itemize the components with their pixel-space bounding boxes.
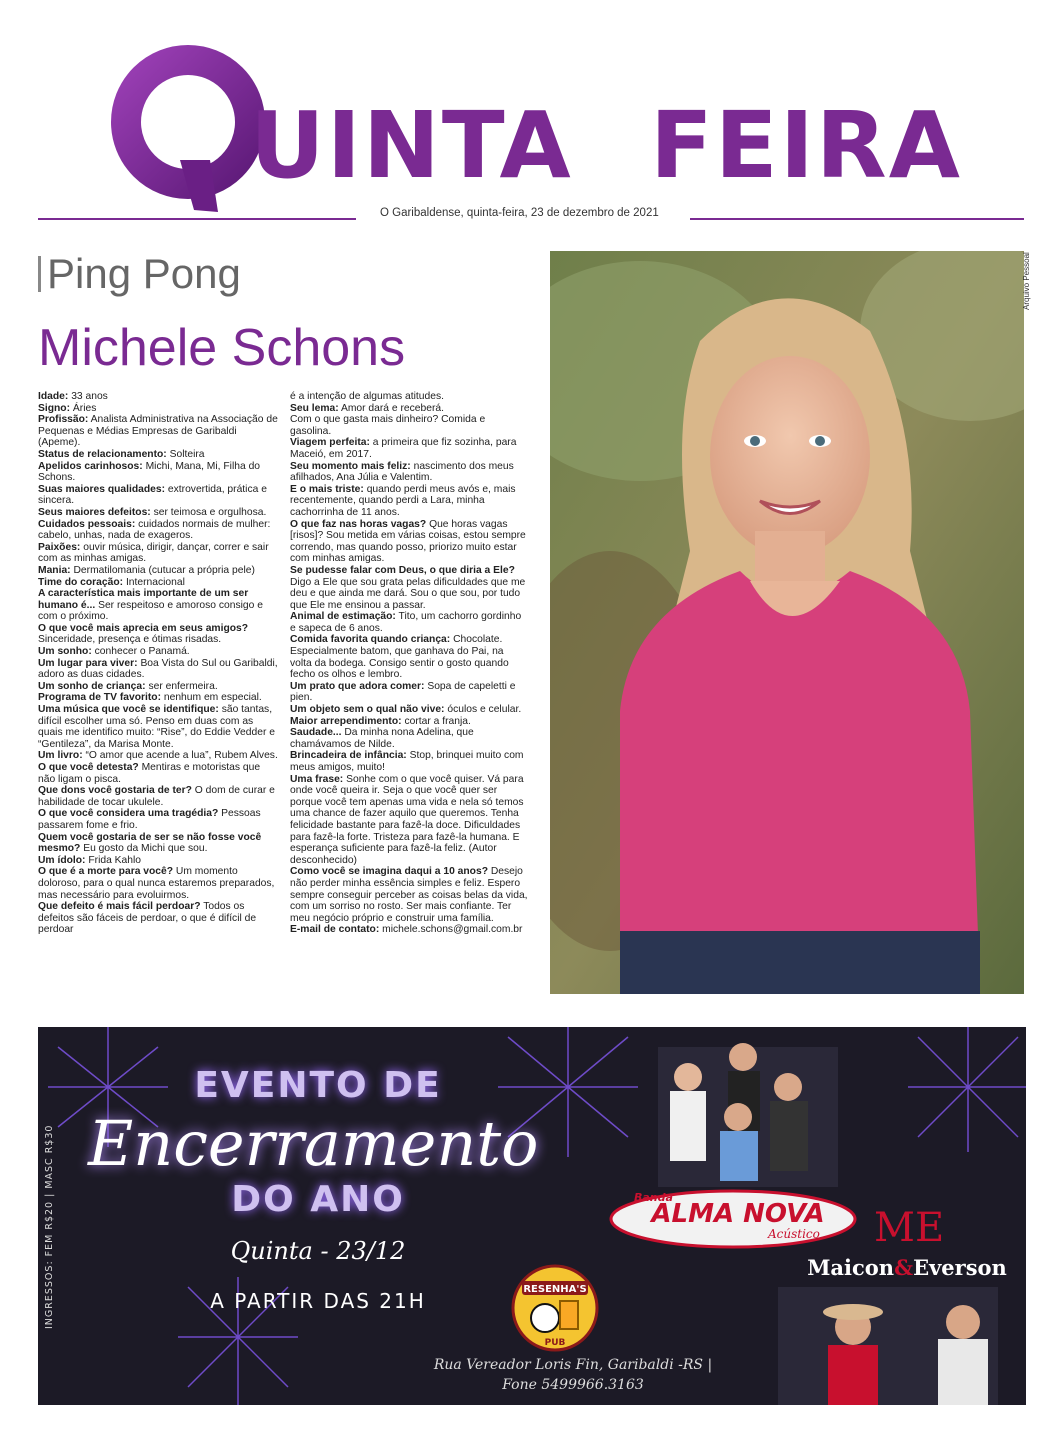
interview-answer	[38, 449, 278, 461]
interview-answer	[38, 565, 278, 577]
question-label: Uma frase:	[290, 773, 344, 785]
masthead-rule-right	[690, 218, 1024, 220]
interview-answer	[38, 577, 278, 589]
interview-answer	[290, 403, 528, 415]
answer-text: Mentiras e motoristas que não ligam o pisca.	[38, 762, 261, 785]
answer-text: cortar a franja.	[401, 715, 471, 727]
duo-amp: &	[894, 1255, 914, 1280]
interview-column-left	[38, 391, 278, 936]
masthead-title-part1: UINTA	[250, 92, 573, 199]
interview-answer	[38, 414, 278, 449]
answer-text: Tito, um cachorro gordinho e sapeca de 6 anos.	[290, 611, 522, 634]
answer-text: Internacional	[123, 576, 185, 588]
interview-answer	[38, 704, 278, 750]
answer-text: conhecer o Panamá.	[91, 646, 190, 658]
question-label: O que é a morte para você?	[38, 866, 174, 878]
interview-answer	[38, 832, 278, 855]
event-heading-script: Encerramento	[88, 1107, 539, 1180]
answer-text: ser teimosa e orgulhosa.	[150, 506, 267, 518]
interview-answer	[290, 716, 528, 728]
answer-text: Desejo não perder minha essência simples e feliz. Espero sempre conseguir perceber as coisas belas da vida, com um sorriso no rosto. Ser mais confiante. Ter meu negócio próprio e construir uma família.	[290, 866, 528, 924]
person-name: Michele Schons	[38, 319, 406, 377]
interview-answer	[290, 727, 528, 750]
interview-answer	[38, 391, 278, 403]
answer-text: Chocolate. Especialmente batom, que ganhava do Pai, na volta da bodega. Consigo sentir o gosto quando fecho os olhos e lembro.	[290, 634, 509, 681]
question-label: Apelidos carinhosos:	[38, 460, 143, 472]
interview-answer	[38, 785, 278, 808]
interview-answer	[290, 565, 528, 611]
question-label: Paixões:	[38, 541, 81, 553]
question-label: Seus maiores defeitos:	[38, 506, 151, 518]
interview-answer	[38, 507, 278, 519]
answer-text: são tantas, difícil escolher uma só. Penso em duas com as quais me identifico muito: “Rise”, do Eddie Vedder e “Gentileza”, da Marisa Monte.	[38, 704, 275, 750]
interview-column-right	[290, 391, 528, 936]
question-label: Um lugar para viver:	[38, 657, 138, 669]
question-label: Mania:	[38, 564, 71, 576]
interview-answer	[38, 519, 278, 542]
interview-answer	[38, 901, 278, 936]
portrait-photo	[550, 251, 1024, 994]
question-label: Que dons você gostaria de ter?	[38, 785, 192, 797]
question-label: O que você detesta?	[38, 762, 139, 773]
question-label: Maior arrependimento:	[290, 715, 402, 727]
address-line: Rua Vereador Loris Fin, Garibaldi -RS |	[433, 1357, 713, 1373]
event-time: A PARTIR DAS 21H	[210, 1289, 426, 1313]
answer-text: Eu gosto da Michi que sou.	[80, 843, 208, 855]
section-title	[38, 250, 241, 298]
question-label: Programa de TV favorito:	[38, 692, 162, 704]
interview-answer	[290, 866, 528, 924]
interview-answer	[290, 484, 528, 519]
interview-answer	[38, 692, 278, 704]
answer-text: “O amor que acende a lua”, Rubem Alves.	[82, 750, 278, 762]
answer-text: Áries	[70, 402, 97, 414]
interview-answer	[38, 484, 278, 507]
answer-text: Boa Vista do Sul ou Garibaldi, adoro as duas cidades.	[38, 657, 278, 681]
duo-name	[802, 1255, 1012, 1280]
answer-text: 33 anos	[68, 391, 108, 402]
interview-answer	[290, 461, 528, 484]
answer-text: Dermatilomania (cutucar a própria pele)	[70, 564, 255, 576]
duo-name-b: Everson	[913, 1255, 1007, 1280]
question-label: Time do coração:	[38, 576, 124, 588]
interview-answer	[38, 658, 278, 681]
interview-answer	[290, 414, 528, 437]
interview-answer	[290, 750, 528, 773]
masthead	[0, 0, 1058, 240]
q-logo-icon	[110, 40, 270, 220]
question-label: Signo:	[38, 402, 71, 414]
question-label: Um livro:	[38, 750, 83, 762]
question-label: Quem você gostaria de ser se não fosse você mesmo?	[38, 831, 262, 855]
question-label: O que você mais aprecia em seus amigos?	[38, 622, 249, 634]
answer-text: Frida Kahlo	[85, 854, 142, 866]
event-heading-line1: EVENTO DE	[194, 1065, 442, 1106]
answer-text: Amor dará e receberá.	[338, 402, 444, 414]
interview-answer	[290, 611, 528, 634]
event-date: Quinta - 23/12	[230, 1237, 406, 1265]
answer-text: cuidados normais de mulher: cabelo, unhas, nada de exageros.	[38, 518, 271, 542]
question-label: Saudade...	[290, 727, 342, 739]
band-suffix: Acústico	[768, 1227, 820, 1241]
photo-credit: Arquivo Pessoal	[1022, 252, 1031, 310]
question-label: Suas maiores qualidades:	[38, 483, 166, 495]
question-label: Viagem perfeita:	[290, 437, 370, 449]
question-label: Status de relacionamento:	[38, 448, 167, 460]
interview-answer	[38, 461, 278, 484]
question-label: Profissão:	[38, 414, 89, 426]
question-label: Um sonho:	[38, 646, 92, 658]
question-label: Que defeito é mais fácil perdoar?	[38, 901, 201, 913]
interview-answer	[38, 808, 278, 831]
question-label: Um prato que adora comer:	[290, 680, 425, 692]
question-label: Seu momento mais feliz:	[290, 460, 411, 472]
answer-text: Com o que gasta mais dinheiro? Comida e gasolina.	[290, 414, 486, 437]
duo-name-a: Maicon	[807, 1255, 895, 1280]
question-label: Como você se imagina daqui a 10 anos?	[290, 866, 488, 878]
answer-text: Ser respeitoso e amoroso consigo e com o próximo.	[38, 599, 263, 623]
interview-answer	[290, 681, 528, 704]
answer-text: O dom de curar e habilidade de tocar ukulele.	[38, 785, 275, 808]
interview-answer	[290, 704, 528, 716]
masthead-rule-left	[38, 218, 356, 220]
duo-logo: ME	[874, 1205, 945, 1251]
answer-text: é a intenção de algumas atitudes.	[290, 391, 444, 402]
question-label: O que você considera uma tragédia?	[38, 808, 219, 820]
interview-answer	[38, 403, 278, 415]
answer-text: Um momento doloroso, para o qual nunca estaremos preparados, mas necessário para evoluirmos.	[38, 866, 275, 901]
firework-icon	[908, 1027, 1026, 1152]
band-prefix: Banda	[634, 1191, 673, 1204]
question-label: Comida favorita quando criança:	[290, 634, 451, 646]
interview-answer	[38, 623, 278, 646]
interview-answer	[290, 924, 528, 936]
answer-text: michele.schons@gmail.com.br	[379, 924, 523, 936]
interview-answer	[290, 774, 528, 867]
question-label: O que faz nas horas vagas?	[290, 518, 427, 530]
phone-line: Fone 5499966.3163	[502, 1377, 644, 1393]
answer-text: a primeira que fiz sozinha, para Maceió, em 2017.	[290, 437, 517, 460]
interview-answer	[290, 437, 528, 460]
dateline: O Garibaldense, quinta-feira, 23 de dezembro de 2021	[380, 207, 659, 219]
answer-text: Sinceridade, presença e ótimas risadas.	[38, 634, 222, 646]
section-bar	[38, 256, 41, 292]
question-label: Um ídolo:	[38, 854, 86, 866]
answer-text: ser enfermeira.	[145, 680, 218, 692]
interview-answer	[38, 750, 278, 762]
question-label: Seu lema:	[290, 402, 339, 414]
answer-text: Sonhe com o que você quiser. Vá para onde você queira ir. Seja o que você quer ser porque você tem apenas uma vida e nela só temos uma chance de fazer aquilo que queremos. Tenha felicidade bastante para fazê-la doce. Dificuldades para fazê-la forte. Tristeza para fazê-la humana. E esperança suficiente para fazê-la feliz. (Autor desconhecido)	[290, 773, 524, 866]
question-label: E-mail de contato:	[290, 924, 380, 936]
interview-answer	[38, 762, 278, 785]
answer-text: Sopa de capeletti e pien.	[290, 680, 516, 704]
answer-text: Michi, Mana, Mi, Filha do Schons.	[38, 460, 261, 484]
event-address	[408, 1355, 738, 1395]
question-label: Se pudesse falar com Deus, o que diria a Ele?	[290, 564, 515, 576]
answer-text: óculos e celular.	[444, 704, 522, 716]
answer-text: Pessoas passarem fome e frio.	[38, 808, 261, 831]
interview-answer	[38, 866, 278, 901]
question-label: E o mais triste:	[290, 483, 364, 495]
question-label: Um sonho de criança:	[38, 680, 146, 692]
event-heading-line3: DO ANO	[231, 1179, 405, 1220]
band-name: ALMA NOVA	[651, 1199, 825, 1229]
answer-text: quando perdi meus avós e, mais recentemente, quando perdi a Lara, minha cachorrinha de 11 anos.	[290, 483, 516, 518]
portrait-illustration	[550, 251, 1024, 994]
interview-answer	[290, 519, 528, 565]
answer-text: nascimento dos meus afilhados, Ana Júlia e Valentim.	[290, 460, 514, 484]
section-label: Ping Pong	[47, 250, 241, 297]
answer-text: nenhum em especial.	[161, 692, 262, 704]
answer-text: Analista Administrativa na Associação de Pequenas e Médias Empresas de Garibaldi (Apeme).	[38, 414, 278, 449]
interview-answer	[290, 634, 528, 680]
answer-text: Digo a Ele que sou grata pelas dificuldades que me deu e que ainda me dará. Sou o que sou, por tudo que Ele me ensinou a passar.	[290, 576, 526, 611]
interview-answer	[38, 681, 278, 693]
event-advertisement[interactable]	[38, 1027, 1026, 1405]
question-label: Um objeto sem o qual não vive:	[290, 704, 445, 716]
answer-text: Da minha nona Adelina, que chamávamos de Nilde.	[290, 727, 474, 750]
pub-sub: PUB	[544, 1338, 566, 1348]
question-label: Animal de estimação:	[290, 611, 396, 623]
interview-answer	[38, 542, 278, 565]
answer-text: Todos os defeitos são fáceis de perdoar, o que é difícil de perdoar	[38, 901, 257, 936]
interview-answer	[38, 588, 278, 623]
question-label: Idade:	[38, 391, 69, 402]
question-label: A característica mais importante de um ser humano é...	[38, 588, 249, 611]
interview-answer	[290, 391, 528, 403]
answer-text: Que horas vagas [risos]? Sou metida em várias coisas, estou sempre correndo, mas quando posso, priorizo muito estar com minhas amigas.	[290, 518, 526, 565]
answer-text: Solteira	[166, 448, 205, 460]
question-label: Brincadeira de infância:	[290, 750, 407, 762]
answer-text: Stop, brinquei muito com meus amigos, muito!	[290, 750, 524, 773]
answer-text: ouvir música, dirigir, dançar, correr e sair com as minhas amigas.	[38, 541, 269, 565]
question-label: Uma música que você se identifique:	[38, 704, 219, 716]
pub-name: RESENHA'S	[523, 1284, 587, 1295]
interview-answer	[38, 855, 278, 867]
answer-text: extrovertida, prática e sincera.	[38, 483, 267, 507]
ticket-prices: INGRESSOS: FEM R$20 | MASC R$30	[44, 1124, 55, 1330]
interview-answer	[38, 646, 278, 658]
question-label: Cuidados pessoais:	[38, 518, 136, 530]
masthead-title-part2: FEIRA	[650, 92, 962, 199]
pub-logo	[510, 1263, 600, 1353]
